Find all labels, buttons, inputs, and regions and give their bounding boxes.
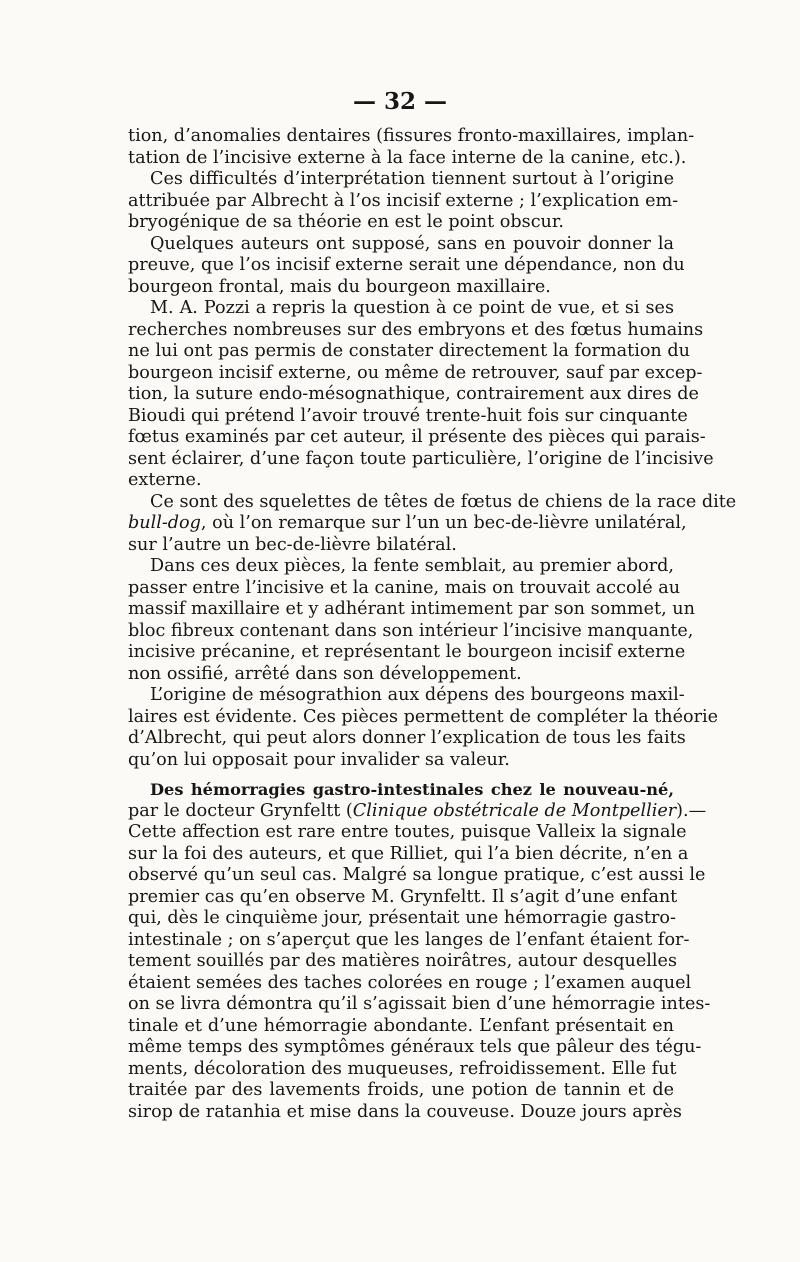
paragraph-start-line: Ce sont des squelettes de têtes de fœtus de chiens de la race dite [150, 491, 737, 512]
text-line-with-italic [128, 513, 687, 535]
text-line: tation de l’incisive externe à la face interne de la canine, etc.). [128, 147, 687, 168]
text-line: d’Albrecht, qui peut alors donner l’explication de tous les faits [128, 728, 686, 748]
text-line: qui, dès le cinquième jour, présentait une hémorragie gastro- [128, 908, 676, 928]
paragraph-start-line: M. A. Pozzi a repris la question à ce point de vue, et si ses [150, 298, 674, 318]
text-line-with-italic [128, 800, 707, 823]
text-line: sirop de ratanhia et mise dans la couveuse. Douze jours après [128, 1101, 682, 1122]
text-line: externe. [128, 470, 202, 490]
text-line: passer entre l’incisive et la canine, mais on trouvait accolé au [128, 577, 681, 598]
text-line: massif maxillaire et y adhérant intimement par son sommet, un [128, 599, 695, 619]
text-line: tement souillés par des matières noirâtres, autour desquelles [128, 951, 677, 971]
text-line: traitée par des lavements froids, une potion de tannin et de [128, 1080, 674, 1100]
text-line: preuve, que l’os incisif externe serait une dépendance, non du [128, 255, 685, 275]
text-line: sur l’autre un bec-de-lièvre bilatéral. [128, 534, 457, 555]
text-line: incisive précanine, et représentant le bourgeon incisif externe [128, 642, 686, 662]
text-line: tion, la suture endo-mésognathique, contrairement aux dires de [128, 384, 699, 404]
text-line: ne lui ont pas permis de constater directement la formation du [128, 341, 690, 361]
paragraph-start-line: Ces difficultés d’interprétation tiennent surtout à l’origine [150, 169, 674, 189]
text-segment: ).— [676, 800, 707, 821]
text-line: non ossifié, arrêté dans son développement. [128, 663, 522, 684]
text-line: bloc fibreux contenant dans son intérieur l’incisive manquante, [128, 620, 694, 641]
section-heading: Des hémorragies gastro-intestinales chez le nouveau-né, [150, 780, 674, 799]
text-line: bourgeon frontal, mais du bourgeon maxillaire. [128, 276, 551, 297]
text-line: on se livra démontra qu’il s’agissait bien d’une hémorragie intes- [128, 994, 711, 1014]
paragraph-start-line: Quelques auteurs ont supposé, sans en pouvoir donner la [150, 233, 674, 254]
text-line: premier cas qu’en observe M. Grynfeltt. Il s’agit d’une enfant [128, 886, 678, 907]
text-line: observé qu’un seul cas. Malgré sa longue pratique, c’est aussi le [128, 865, 706, 885]
text-line: bourgeon incisif externe, ou même de retrouver, sauf par excep- [128, 362, 703, 383]
text-line: Bioudi qui prétend l’avoir trouvé trente-huit fois sur cinquante [128, 405, 688, 426]
text-line: même temps des symptômes généraux tels que pâleur des tégu- [128, 1037, 702, 1057]
text-line: étaient semées des taches colorées en rouge ; l’examen auquel [128, 972, 692, 993]
text-segment: par le docteur Grynfeltt ( [128, 800, 353, 821]
text-line: tion, d’anomalies dentaires (fissures fronto-maxillaires, implan- [128, 126, 695, 146]
text-line: sent éclairer, d’une façon toute particulière, l’origine de l’incisive [128, 448, 714, 469]
page-number: — 32 — [352, 88, 448, 115]
text-line: laires est évidente. Ces pièces permettent de compléter la théorie [128, 706, 719, 727]
text-line: attribuée par Albrecht à l’os incisif externe ; l’explication em- [128, 190, 679, 211]
text-segment: , où l’on remarque sur l’un un bec-de-lièvre unilatéral, [200, 513, 687, 533]
text-line: Cette affection est rare entre toutes, puisque Valleix la signale [128, 822, 687, 842]
italic-term: bull-dog [128, 513, 201, 533]
text-line: bryogénique de sa théorie en est le point obscur. [128, 212, 564, 232]
text-line: recherches nombreuses sur des embryons et des fœtus humains [128, 319, 704, 340]
text-line: qu’on lui opposait pour invalider sa valeur. [128, 749, 510, 770]
body-text [128, 126, 737, 1123]
paragraph-start-line: Dans ces deux pièces, la fente semblait, au premier abord, [150, 556, 674, 576]
text-line: ments, décoloration des muqueuses, refroidissement. Elle fut [128, 1058, 677, 1079]
text-line: intestinale ; on s’aperçut que les langes de l’enfant étaient for- [128, 929, 690, 950]
text-line: sur la foi des auteurs, et que Rilliet, qui l’a bien décrite, n’en a [128, 843, 689, 864]
text-line: fœtus examinés par cet auteur, il présente des pièces qui parais- [128, 427, 706, 447]
text-line: tinale et d’une hémorragie abondante. L’enfant présentait en [128, 1015, 674, 1036]
italic-source: Clinique obstétricale de Montpellier [352, 800, 677, 821]
paragraph-start-line: L’origine de mésograthion aux dépens des bourgeons maxil- [150, 685, 685, 705]
